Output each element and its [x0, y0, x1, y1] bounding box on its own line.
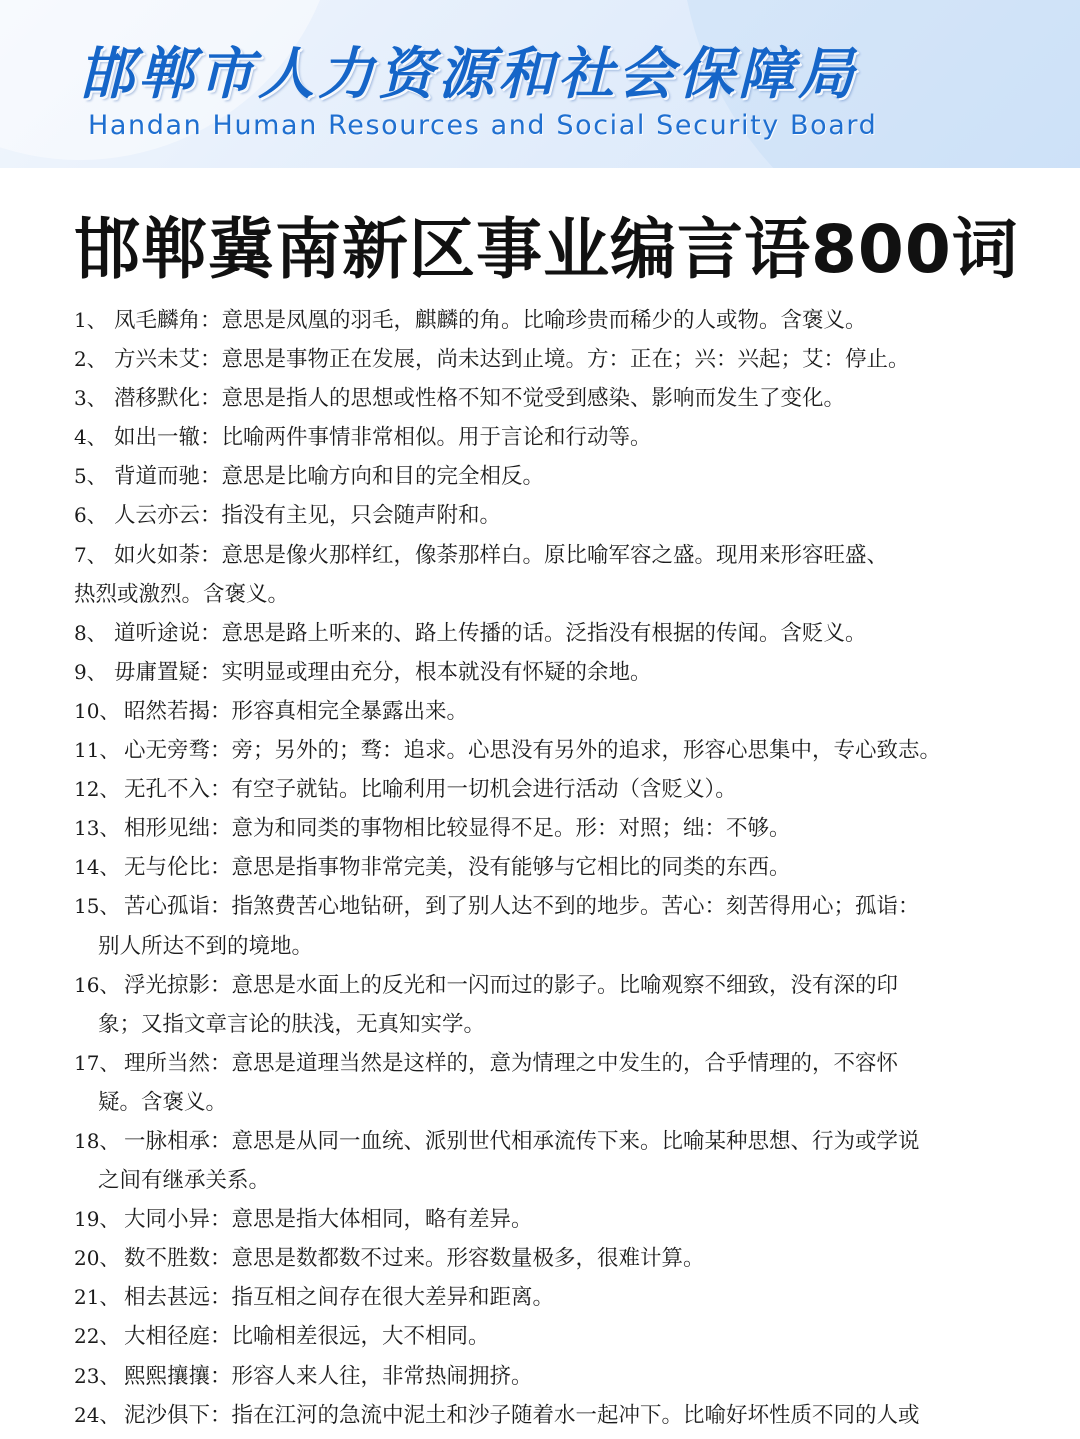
- list-item: [0, 1317, 1080, 1356]
- item-text-line: 无与伦比：意思是指事物非常完美，没有能够与它相比的同类的东西。: [124, 855, 791, 881]
- list-item: [0, 1357, 1080, 1396]
- list-item: [0, 692, 1080, 731]
- item-text: [114, 614, 867, 653]
- list-item: [0, 1122, 1080, 1200]
- item-text-line: 数不胜数：意思是数都数不过来。形容数量极多，很难计算。: [124, 1246, 705, 1272]
- list-item: [0, 848, 1080, 887]
- item-number: 11、: [74, 738, 120, 763]
- item-number: 3、: [74, 386, 107, 411]
- item-text-line: 热烈或激烈。含褒义。: [74, 581, 290, 607]
- item-text: [114, 457, 544, 496]
- list-item: [0, 1200, 1080, 1239]
- list-item: [0, 418, 1080, 457]
- item-text-line: 一脉相承：意思是从同一血统、派别世代相承流传下来。比喻某种思想、行为或学说: [124, 1128, 920, 1154]
- item-text-line: 心无旁骛：旁；另外的；骛：追求。心思没有另外的追求，形容心思集中，专心致志。: [124, 738, 942, 764]
- item-text-line: 昭然若揭：形容真相完全暴露出来。: [124, 698, 469, 724]
- list-item: [0, 770, 1080, 809]
- list-item: [0, 653, 1080, 692]
- item-text-line: 方兴未艾：意思是事物正在发展，尚未达到止境。方：正在；兴：兴起；艾：停止。: [114, 347, 910, 373]
- vocabulary-list: [0, 301, 1080, 1435]
- item-text: [114, 653, 652, 692]
- item-text-line: 如出一辙：比喻两件事情非常相似。用于言论和行动等。: [114, 425, 652, 451]
- item-text-line: 大同小异：意思是指大体相同，略有差异。: [124, 1207, 533, 1233]
- item-text-line: 熙熙攘攘：形容人来人往，非常热闹拥挤。: [124, 1363, 533, 1389]
- list-item: [0, 379, 1080, 418]
- item-number: 23、: [74, 1363, 120, 1388]
- list-item: [0, 731, 1080, 770]
- item-text-line: 苦心孤诣：指煞费苦心地钻研，到了别人达不到的地步。苦心：刻苦得用心；孤诣：: [124, 894, 920, 920]
- item-text-line: 无孔不入：有空子就钻。比喻利用一切机会进行活动（含贬义）。: [124, 777, 737, 803]
- item-text: [124, 809, 791, 848]
- item-number: 7、: [74, 542, 107, 567]
- list-item: [0, 1396, 1080, 1435]
- item-number: 1、: [74, 308, 107, 332]
- item-text: [114, 496, 501, 535]
- item-text-line: 人云亦云：指没有主见，只会随声附和。: [114, 503, 502, 529]
- item-text-line: 相形见绌：意为和同类的事物相比较显得不足。形：对照；绌：不够。: [124, 816, 791, 842]
- item-number: 14、: [74, 855, 120, 880]
- item-text-line: 疑。含褒义。: [98, 1089, 228, 1115]
- header-banner: [0, 0, 1080, 168]
- item-number: 17、: [74, 1050, 120, 1075]
- item-number: 12、: [74, 777, 120, 802]
- item-number: 9、: [74, 659, 107, 684]
- item-number: 15、: [74, 894, 120, 919]
- list-item: [0, 966, 1080, 1044]
- item-number: 8、: [74, 620, 107, 645]
- item-text-line: 大相径庭：比喻相差很远，大不相同。: [124, 1324, 490, 1350]
- list-item: [0, 887, 1080, 965]
- item-number: 19、: [74, 1207, 120, 1232]
- item-number: 5、: [74, 464, 107, 489]
- item-text: [124, 692, 468, 731]
- item-text: [124, 731, 941, 770]
- item-number: 20、: [74, 1246, 120, 1271]
- item-text: [124, 1357, 533, 1396]
- item-text: [114, 418, 652, 457]
- list-item: [0, 301, 1080, 340]
- item-text: [114, 301, 867, 340]
- item-text-line: 之间有继承关系。: [98, 1168, 271, 1194]
- item-text: [124, 770, 737, 809]
- item-text-line: 如火如荼：意思是像火那样红，像荼那样白。原比喻军容之盛。现用来形容旺盛、: [114, 542, 889, 568]
- list-item: [0, 536, 1080, 614]
- item-number: 21、: [74, 1285, 120, 1310]
- item-text-line: 相去甚远：指互相之间存在很大差异和距离。: [124, 1285, 555, 1311]
- list-item: [0, 457, 1080, 496]
- item-number: 10、: [74, 698, 120, 723]
- item-text: [114, 379, 845, 418]
- item-number: 22、: [74, 1324, 120, 1349]
- item-text: [124, 1239, 705, 1278]
- item-text-line: 理所当然：意思是道理当然是这样的，意为情理之中发生的，合乎情理的，不容怀: [124, 1050, 899, 1076]
- item-number: 2、: [74, 347, 107, 372]
- list-item: [0, 1278, 1080, 1317]
- item-number: 13、: [74, 816, 120, 841]
- item-text: [98, 887, 920, 965]
- item-text: [124, 848, 791, 887]
- item-text: [98, 1122, 920, 1200]
- list-item: [0, 809, 1080, 848]
- item-text: [98, 1044, 899, 1122]
- org-name-cn: 邯郸市人力资源和社会保障局: [78, 41, 858, 107]
- item-number: 6、: [74, 503, 107, 528]
- page-title: 邯郸冀南新区事业编言语800词: [74, 211, 1019, 288]
- item-text-line: 浮光掠影：意思是水面上的反光和一闪而过的影子。比喻观察不细致，没有深的印: [124, 972, 899, 998]
- item-text-line: 凤毛麟角：意思是凤凰的羽毛，麒麟的角。比喻珍贵而稀少的人或物。含褒义。: [114, 308, 867, 333]
- item-text-line: 别人所达不到的境地。: [98, 933, 314, 959]
- item-number: 24、: [74, 1402, 120, 1427]
- item-text: [114, 340, 910, 379]
- item-number: 18、: [74, 1128, 120, 1153]
- list-item: [0, 1239, 1080, 1278]
- list-item: [0, 614, 1080, 653]
- org-name-en: Handan Human Resources and Social Security Board: [88, 110, 878, 141]
- item-text: [98, 966, 899, 1044]
- item-text-line: 背道而驰：意思是比喻方向和目的完全相反。: [114, 464, 545, 490]
- item-text: [74, 536, 889, 614]
- item-number: 4、: [74, 425, 107, 450]
- item-text-line: 象；又指文章言论的肤浅，无真知实学。: [98, 1011, 486, 1037]
- list-item: [0, 1044, 1080, 1122]
- list-item: [0, 340, 1080, 379]
- item-text: [124, 1278, 554, 1317]
- item-text-line: 泥沙俱下：指在江河的急流中泥土和沙子随着水一起冲下。比喻好坏性质不同的人或: [124, 1402, 920, 1428]
- item-text-line: 毋庸置疑：实明显或理由充分，根本就没有怀疑的余地。: [114, 659, 652, 685]
- item-text-line: 潜移默化：意思是指人的思想或性格不知不觉受到感染、影响而发生了变化。: [114, 386, 846, 412]
- item-text-line: 道听途说：意思是路上听来的、路上传播的话。泛指没有根据的传闻。含贬义。: [114, 620, 867, 646]
- item-text: [124, 1317, 490, 1356]
- list-item: [0, 496, 1080, 535]
- item-text: [124, 1200, 533, 1239]
- item-text: [124, 1396, 920, 1435]
- item-number: 16、: [74, 972, 120, 997]
